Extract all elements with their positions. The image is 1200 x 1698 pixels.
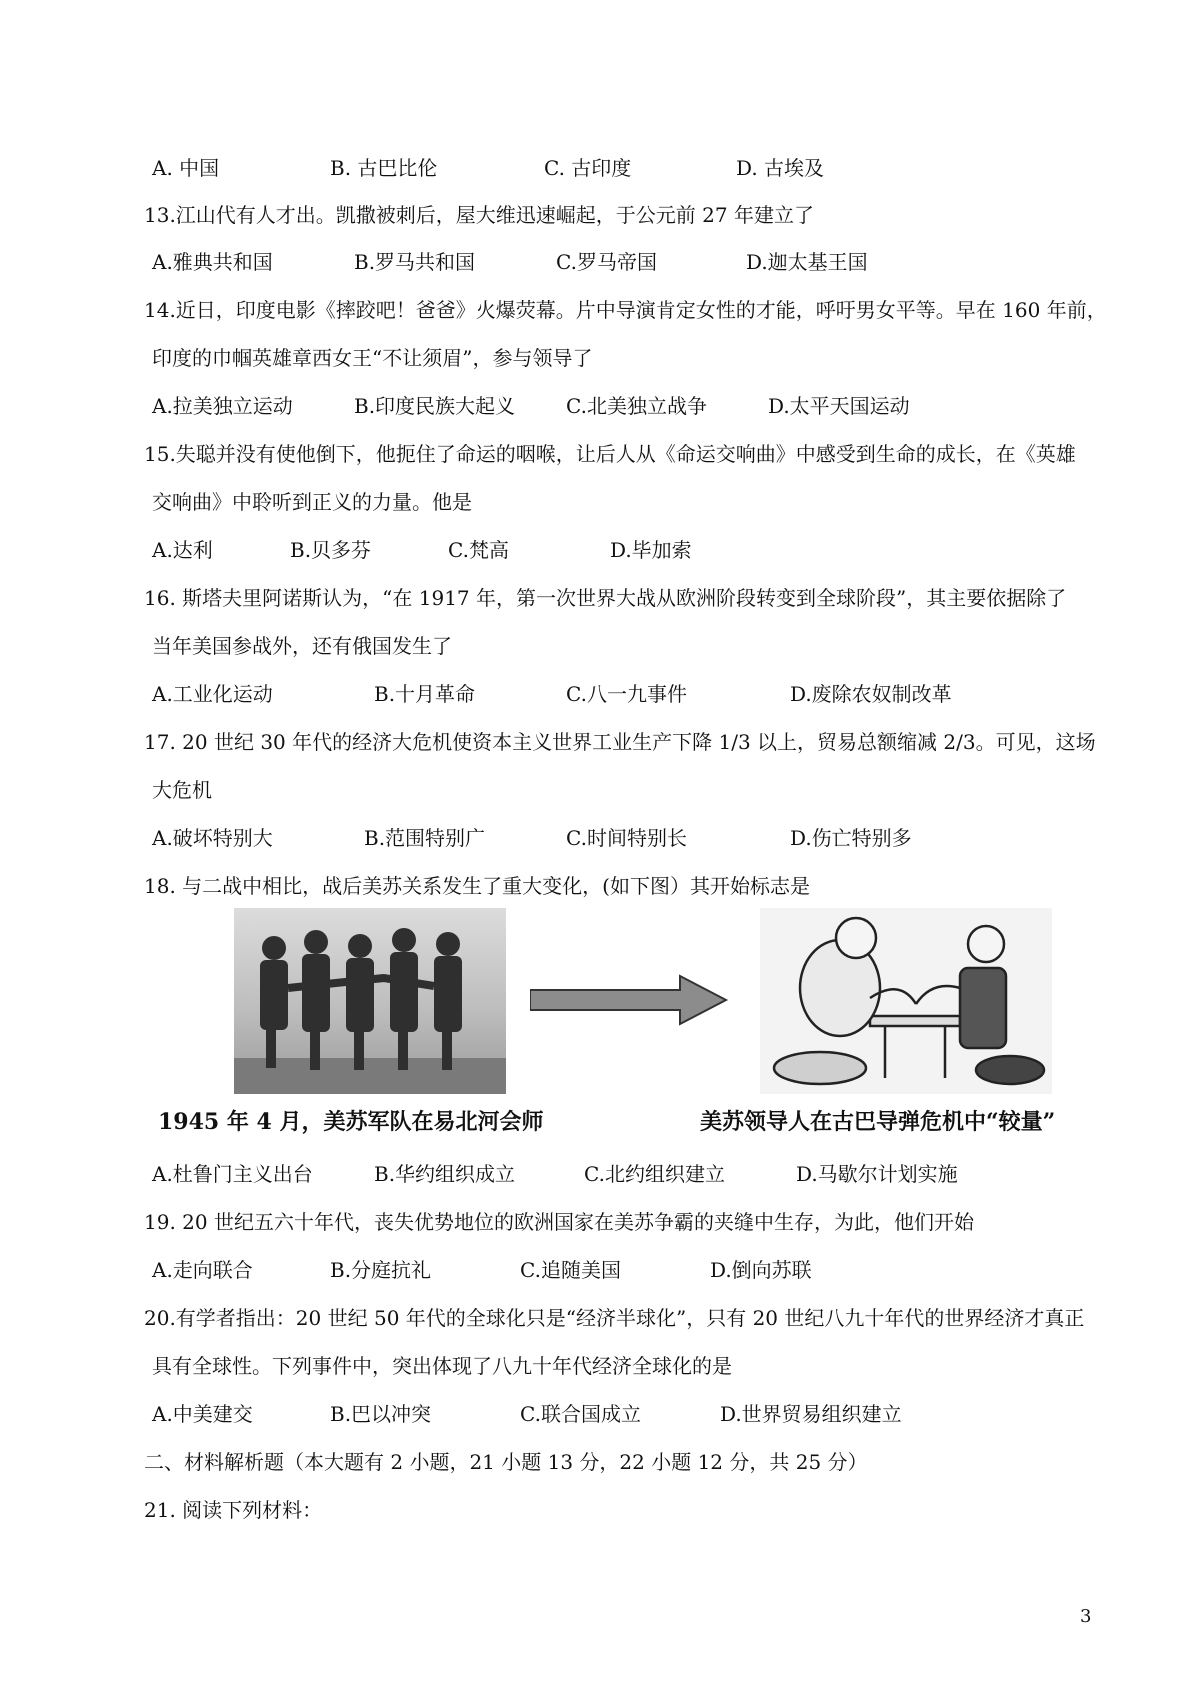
q15-option-b: B.贝多芬 xyxy=(290,538,372,562)
q14-option-b: B.印度民族大起义 xyxy=(354,394,516,418)
q15-stem-line1: 15.失聪并没有使他倒下，他扼住了命运的咽喉，让后人从《命运交响曲》中感受到生命的成长，在《英雄 xyxy=(144,442,1076,466)
q12-option-d: D. 古埃及 xyxy=(736,156,825,180)
elbe-meeting-photo xyxy=(234,908,506,1094)
q19-stem: 19. 20 世纪五六十年代，丧失优势地位的欧洲国家在美苏争霸的夹缝中生存，为此，他们开始 xyxy=(144,1210,974,1234)
q20-option-b: B.巴以冲突 xyxy=(330,1402,432,1426)
q13-option-c: C.罗马帝国 xyxy=(556,250,657,274)
q20-stem-line2: 具有全球性。下列事件中，突出体现了八九十年代经济全球化的是 xyxy=(152,1354,732,1378)
q21-stem: 21. 阅读下列材料： xyxy=(144,1498,323,1522)
q16-option-c: C.八一九事件 xyxy=(566,682,687,706)
q20-option-c: C.联合国成立 xyxy=(520,1402,641,1426)
q17-stem-line1: 17. 20 世纪 30 年代的经济大危机使资本主义世界工业生产下降 1/3 以上，贸易总额缩减 2/3。可见，这场 xyxy=(144,730,1096,754)
q18-option-d: D.马歇尔计划实施 xyxy=(796,1162,958,1186)
arrow-right-icon xyxy=(530,972,730,1028)
caption-right: 美苏领导人在古巴导弹危机中“较量” xyxy=(700,1109,1056,1135)
page-number: 3 xyxy=(1080,1606,1092,1627)
q19-option-a: A.走向联合 xyxy=(152,1258,253,1282)
q16-stem-line1: 16. 斯塔夫里阿诺斯认为，“在 1917 年，第一次世界大战从欧洲阶段转变到全球阶段”，其主要依据除了 xyxy=(144,586,1067,610)
q14-option-a: A.拉美独立运动 xyxy=(152,394,293,418)
q17-option-c: C.时间特别长 xyxy=(566,826,687,850)
arm-wrestling-illustration xyxy=(760,908,1052,1094)
caption-left: 1945 年 4 月，美苏军队在易北河会师 xyxy=(158,1109,544,1135)
q20-option-d: D.世界贸易组织建立 xyxy=(720,1402,902,1426)
q12-option-c: C. 古印度 xyxy=(544,156,632,180)
q15-stem-line2: 交响曲》中聆听到正义的力量。他是 xyxy=(152,490,472,514)
q20-stem-line1: 20.有学者指出：20 世纪 50 年代的全球化只是“经济半球化”，只有 20 世纪八九十年代的世界经济才真正 xyxy=(144,1306,1085,1330)
q13-stem: 13.江山代有人才出。凯撒被刺后，屋大维迅速崛起，于公元前 27 年建立了 xyxy=(144,203,814,227)
q17-stem-line2: 大危机 xyxy=(152,778,212,802)
q19-option-b: B.分庭抗礼 xyxy=(330,1258,432,1282)
q15-option-a: A.达利 xyxy=(152,538,213,562)
q13-option-d: D.迦太基王国 xyxy=(746,250,868,274)
q16-stem-line2: 当年美国参战外，还有俄国发生了 xyxy=(152,634,452,658)
q17-option-a: A.破坏特别大 xyxy=(152,826,273,850)
q16-option-d: D.废除农奴制改革 xyxy=(790,682,952,706)
q16-option-b: B.十月革命 xyxy=(374,682,476,706)
q13-option-b: B.罗马共和国 xyxy=(354,250,476,274)
q20-option-a: A.中美建交 xyxy=(152,1402,253,1426)
q16-option-a: A.工业化运动 xyxy=(152,682,273,706)
q19-option-c: C.追随美国 xyxy=(520,1258,621,1282)
q17-option-b: B.范围特别广 xyxy=(364,826,486,850)
q12-option-b: B. 古巴比伦 xyxy=(330,156,438,180)
q17-option-d: D.伤亡特别多 xyxy=(790,826,912,850)
q18-option-b: B.华约组织成立 xyxy=(374,1162,516,1186)
q14-option-d: D.太平天国运动 xyxy=(768,394,910,418)
q15-option-c: C.梵高 xyxy=(448,538,509,562)
q18-stem: 18. 与二战中相比，战后美苏关系发生了重大变化，(如下图）其开始标志是 xyxy=(144,874,810,898)
q12-option-a: A. 中国 xyxy=(152,156,220,180)
q14-stem-line1: 14.近日，印度电影《摔跤吧！爸爸》火爆荧幕。片中导演肯定女性的才能，呼吁男女平等。早在 160 年前， xyxy=(144,298,1107,322)
section-2-title: 二、材料解析题（本大题有 2 小题，21 小题 13 分，22 小题 12 分，共 25 分） xyxy=(144,1450,868,1474)
q14-option-c: C.北美独立战争 xyxy=(566,394,707,418)
q18-option-c: C.北约组织建立 xyxy=(584,1162,725,1186)
q19-option-d: D.倒向苏联 xyxy=(710,1258,812,1282)
q13-option-a: A.雅典共和国 xyxy=(152,250,273,274)
q14-stem-line2: 印度的巾帼英雄章西女王“不让须眉”，参与领导了 xyxy=(152,346,593,370)
soldiers-illustration xyxy=(234,908,506,1094)
cuban-crisis-cartoon xyxy=(760,908,1052,1094)
q18-option-a: A.杜鲁门主义出台 xyxy=(152,1162,313,1186)
q15-option-d: D.毕加索 xyxy=(610,538,692,562)
